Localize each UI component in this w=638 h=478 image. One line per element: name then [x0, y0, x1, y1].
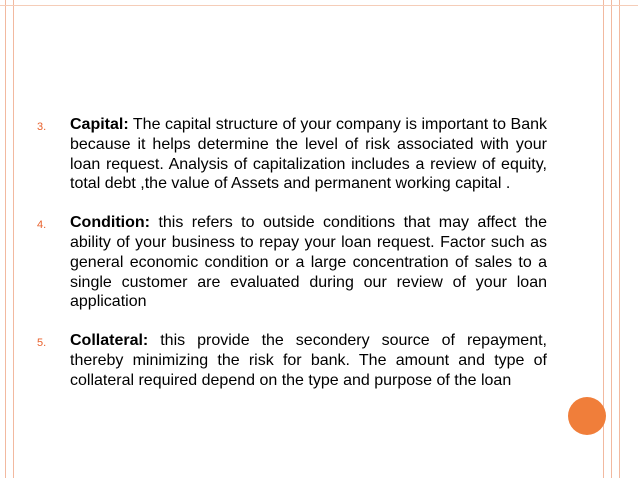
border-line-top	[0, 5, 638, 6]
description-collateral: this provide the secondery source of repayment, thereby minimizing the risk for bank. The amount and type of collateral required depend on the type and purpose of the loan	[70, 332, 547, 389]
term-condition: Condition:	[70, 214, 150, 232]
border-line-right-outer	[619, 0, 620, 478]
term-collateral: Collateral:	[70, 332, 149, 350]
list-number: 4.	[37, 219, 47, 232]
description-capital: The capital structure of your company is important to Bank because it helps determine the level of risk associated with your loan request. Analysis of capitalization includes a review of equity, total debt ,the value of Assets and permanent working capital .	[70, 116, 547, 193]
term-capital: Capital:	[70, 116, 129, 133]
list-number: 5.	[37, 337, 47, 350]
list-number: 3.	[37, 121, 47, 133]
numbered-list	[37, 115, 547, 391]
list-item-capital	[37, 115, 547, 194]
description-condition: this refers to outside conditions that may affect the ability of your business to repay your loan request. Factor such as general economic condition or a large concentration of sales to a single customer are evaluated during our review of your loan application	[70, 214, 547, 311]
border-line-left-inner	[13, 0, 14, 478]
list-item-collateral	[37, 331, 547, 390]
border-line-left-outer	[5, 0, 6, 478]
border-line-right-middle	[611, 0, 612, 478]
list-item-condition	[37, 213, 547, 312]
decorative-circle	[568, 397, 606, 435]
